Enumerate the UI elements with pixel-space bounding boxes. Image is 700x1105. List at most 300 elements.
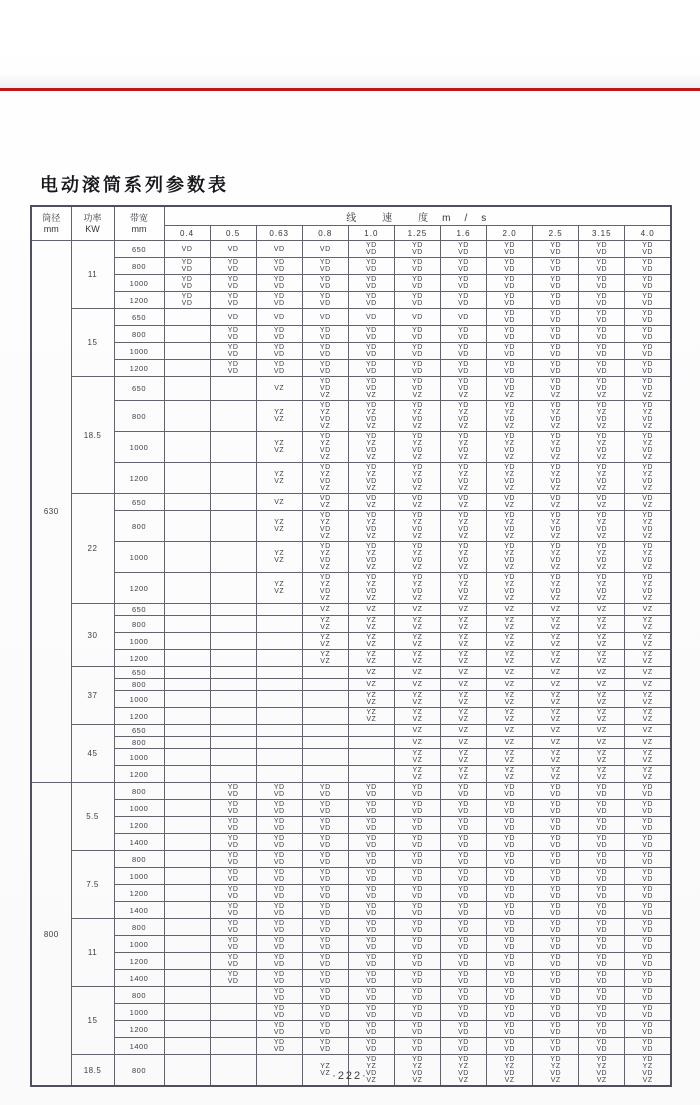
table-row — [31, 494, 671, 511]
bandwidth-cell: 1200 — [114, 650, 164, 667]
speed-cell: YZ VZ — [579, 691, 625, 708]
speed-cell: YD VD — [625, 902, 671, 919]
speed-cell — [164, 573, 210, 604]
speed-cell: YD VD — [440, 936, 486, 953]
speed-cell: YZ VZ — [533, 749, 579, 766]
speed-cell: YD VD — [348, 1021, 394, 1038]
speed-cell: VD VZ — [625, 494, 671, 511]
speed-cell: YD YZ VD VZ — [348, 1055, 394, 1087]
speed-cell: YD VD — [533, 953, 579, 970]
speed-cell: YZ VZ — [625, 749, 671, 766]
speed-cell — [210, 401, 256, 432]
power-cell: 37 — [71, 667, 114, 725]
speed-cell: YZ VZ — [394, 708, 440, 725]
speed-cell: YD VD — [210, 343, 256, 360]
speed-cell: YD VD — [487, 1021, 533, 1038]
speed-cell: YD YZ VD VZ — [302, 463, 348, 494]
speed-cell: YD VD — [256, 919, 302, 936]
power-cell: 15 — [71, 987, 114, 1055]
speed-cell — [164, 737, 210, 749]
speed-cell: YD VD — [579, 902, 625, 919]
speed-cell — [210, 667, 256, 679]
speed-cell: YD YZ VD VZ — [302, 432, 348, 463]
speed-cell: YD VD — [579, 1038, 625, 1055]
speed-cell: YZ VZ — [625, 691, 671, 708]
speed-cell: YD VD — [302, 326, 348, 343]
speed-cell: YD VD — [302, 292, 348, 309]
speed-cell: YD VD — [625, 275, 671, 292]
speed-cell — [210, 463, 256, 494]
speed-cell: YD VD — [487, 970, 533, 987]
speed-cell: YD VD — [394, 1021, 440, 1038]
speed-cell: YD YZ VD VZ — [348, 463, 394, 494]
speed-cell: VD VZ — [394, 494, 440, 511]
speed-cell: YD VD — [302, 902, 348, 919]
speed-cell: YD VD — [579, 851, 625, 868]
speed-cell: YZ VZ — [302, 633, 348, 650]
speed-cell: YD VD — [302, 919, 348, 936]
speed-cell: YD VD — [256, 851, 302, 868]
speed-cell: YD VD — [440, 360, 486, 377]
speed-cell: YZ VZ — [579, 633, 625, 650]
speed-cell — [164, 868, 210, 885]
bandwidth-cell: 650 — [114, 725, 164, 737]
table-row — [31, 401, 671, 432]
speed-cell: YD VD — [302, 360, 348, 377]
speed-cell: VD VZ — [302, 494, 348, 511]
speed-cell: YZ VZ — [440, 633, 486, 650]
speed-cell — [210, 432, 256, 463]
speed-cell: YZ VZ — [394, 691, 440, 708]
speed-cell: YZ VZ — [487, 650, 533, 667]
speed-cell: YD VD — [210, 868, 256, 885]
speed-cell: YD YZ VD VZ — [487, 573, 533, 604]
speed-cell — [256, 737, 302, 749]
speed-cell: YD VD — [210, 326, 256, 343]
speed-cell: YD VD — [256, 868, 302, 885]
table-row — [31, 667, 671, 679]
table-row — [31, 573, 671, 604]
speed-cell: YD YZ VD VZ — [487, 401, 533, 432]
speed-cell: YD YZ VD VZ — [394, 432, 440, 463]
speed-cell: YZ VZ — [302, 1055, 348, 1087]
bandwidth-cell: 800 — [114, 919, 164, 936]
speed-cell: YD VD — [533, 800, 579, 817]
speed-cell — [348, 749, 394, 766]
speed-cell — [164, 542, 210, 573]
speed-cell: VZ — [440, 667, 486, 679]
speed-cell: YD VD — [440, 919, 486, 936]
speed-cell: YD VD — [302, 343, 348, 360]
header-bandwidth-label: 带宽 — [129, 212, 148, 223]
speed-cell: YD VD — [348, 970, 394, 987]
speed-cell — [302, 691, 348, 708]
speed-cell: VD VZ — [348, 494, 394, 511]
power-cell: 22 — [71, 494, 114, 604]
bandwidth-cell: 650 — [114, 667, 164, 679]
bandwidth-cell: 650 — [114, 604, 164, 616]
bandwidth-cell: 1000 — [114, 868, 164, 885]
table-row — [31, 432, 671, 463]
speed-cell: YZ VZ — [579, 766, 625, 783]
power-cell: 11 — [71, 241, 114, 309]
speed-cell — [164, 800, 210, 817]
speed-cell — [256, 604, 302, 616]
table-row — [31, 766, 671, 783]
speed-cell: YD VD — [394, 1004, 440, 1021]
speed-cell: YD VD — [533, 970, 579, 987]
speed-cell — [164, 432, 210, 463]
table-row — [31, 511, 671, 542]
power-cell: 15 — [71, 309, 114, 377]
speed-cell: YD VD — [210, 275, 256, 292]
speed-cell: YD YZ VD VZ — [533, 463, 579, 494]
speed-cell: YD VD — [302, 868, 348, 885]
speed-cell: YD VD — [487, 885, 533, 902]
table-row — [31, 936, 671, 953]
speed-cell: VD — [348, 309, 394, 326]
parameter-table — [30, 205, 672, 1087]
speed-cell — [210, 691, 256, 708]
speed-cell: YD VD — [625, 800, 671, 817]
speed-cell: YZ VZ — [394, 749, 440, 766]
speed-cell: YD VD — [625, 817, 671, 834]
speed-cell: YD VD — [394, 919, 440, 936]
speed-cell: YD VD — [394, 851, 440, 868]
speed-cell: YD VD — [487, 868, 533, 885]
table-row — [31, 309, 671, 326]
speed-cell: VZ — [440, 679, 486, 691]
speed-cell: YD YZ VD VZ — [302, 542, 348, 573]
speed-cell — [256, 725, 302, 737]
speed-cell: YD VD — [348, 834, 394, 851]
table-row — [31, 1004, 671, 1021]
bandwidth-cell: 1000 — [114, 800, 164, 817]
speed-cell: YD VD — [440, 326, 486, 343]
bandwidth-cell: 1200 — [114, 292, 164, 309]
speed-cell: YD VD — [210, 902, 256, 919]
speed-cell — [164, 401, 210, 432]
speed-cell — [210, 377, 256, 401]
bandwidth-cell: 800 — [114, 401, 164, 432]
speed-cell: YD VD — [256, 1021, 302, 1038]
speed-cell — [164, 936, 210, 953]
speed-cell — [348, 725, 394, 737]
table-row — [31, 343, 671, 360]
speed-cell: YD VD — [533, 919, 579, 936]
speed-cell — [210, 766, 256, 783]
speed-cell: YD VD — [533, 326, 579, 343]
speed-cell: YD VD — [348, 919, 394, 936]
bandwidth-cell: 650 — [114, 494, 164, 511]
speed-cell: YD VD — [302, 1004, 348, 1021]
speed-cell: YD VD — [394, 783, 440, 800]
speed-cell — [164, 343, 210, 360]
speed-cell: YD VD — [256, 292, 302, 309]
speed-cell: YD VD — [164, 292, 210, 309]
speed-cell — [302, 725, 348, 737]
speed-cell: YD VD — [533, 783, 579, 800]
speed-cell: YD YZ VD VZ — [394, 542, 440, 573]
speed-cell: YZ VZ — [579, 749, 625, 766]
speed-cell: YD VD — [579, 275, 625, 292]
speed-cell: YD YZ VD VZ — [625, 542, 671, 573]
speed-cell: YD VD — [440, 885, 486, 902]
bandwidth-cell: 1000 — [114, 749, 164, 766]
speed-cell — [210, 494, 256, 511]
bandwidth-cell: 1000 — [114, 1004, 164, 1021]
speed-header-3.15: 3.15 — [579, 226, 625, 241]
speed-cell: YD VD — [533, 275, 579, 292]
speed-cell: YD VD — [579, 258, 625, 275]
speed-cell: YD VD — [579, 292, 625, 309]
speed-cell: YD VD — [256, 326, 302, 343]
speed-cell: YD VD — [440, 343, 486, 360]
speed-cell: YD VD VZ — [440, 377, 486, 401]
speed-cell: YZ VZ — [440, 766, 486, 783]
speed-cell: YD VD — [533, 292, 579, 309]
speed-cell — [256, 691, 302, 708]
table-row — [31, 737, 671, 749]
table-row — [31, 834, 671, 851]
table-row — [31, 241, 671, 258]
speed-cell: YD VD — [625, 360, 671, 377]
table-row — [31, 292, 671, 309]
diameter-cell: 630 — [31, 241, 71, 783]
speed-cell: YD VD — [256, 936, 302, 953]
speed-cell: YD VD — [348, 885, 394, 902]
speed-cell: YD VD — [579, 1004, 625, 1021]
speed-cell: YZ VZ — [348, 691, 394, 708]
speed-cell — [256, 650, 302, 667]
power-cell: 18.5 — [71, 1055, 114, 1087]
speed-cell: YD VD — [210, 800, 256, 817]
speed-cell: VD — [256, 309, 302, 326]
speed-cell: YD VD — [533, 360, 579, 377]
speed-header-2.0: 2.0 — [487, 226, 533, 241]
speed-cell: YD VD — [487, 343, 533, 360]
speed-cell — [164, 494, 210, 511]
bandwidth-cell: 800 — [114, 616, 164, 633]
bandwidth-cell: 800 — [114, 1055, 164, 1087]
bandwidth-cell: 800 — [114, 987, 164, 1004]
bandwidth-cell: 800 — [114, 851, 164, 868]
speed-cell: VZ — [533, 737, 579, 749]
speed-cell: VD VZ — [487, 494, 533, 511]
speed-cell: YD VD — [348, 936, 394, 953]
speed-cell — [210, 616, 256, 633]
speed-cell: VZ — [440, 737, 486, 749]
speed-cell — [302, 667, 348, 679]
speed-cell: YD YZ VD VZ — [533, 511, 579, 542]
speed-cell: YD VD — [579, 343, 625, 360]
speed-cell: YD VD — [256, 800, 302, 817]
speed-cell: YZ VZ — [533, 766, 579, 783]
speed-cell: YD YZ VD VZ — [302, 573, 348, 604]
bandwidth-cell: 1000 — [114, 936, 164, 953]
speed-cell: YD VD — [487, 834, 533, 851]
speed-cell: YD VD — [302, 800, 348, 817]
speed-cell — [348, 737, 394, 749]
speed-cell: YD VD — [533, 1038, 579, 1055]
speed-cell: VZ — [394, 737, 440, 749]
speed-cell: YD YZ VD VZ — [579, 511, 625, 542]
speed-cell — [210, 987, 256, 1004]
speed-cell: YD VD — [210, 292, 256, 309]
speed-cell — [302, 737, 348, 749]
speed-cell — [210, 604, 256, 616]
speed-cell: YD VD — [348, 241, 394, 258]
speed-cell — [164, 1038, 210, 1055]
speed-cell: YD VD — [394, 275, 440, 292]
speed-cell: YD VD — [256, 817, 302, 834]
speed-cell: YD VD — [348, 902, 394, 919]
speed-cell: YD VD — [625, 1021, 671, 1038]
speed-cell: YD VD — [579, 783, 625, 800]
speed-cell — [164, 667, 210, 679]
bandwidth-cell: 1000 — [114, 691, 164, 708]
bandwidth-cell: 1200 — [114, 817, 164, 834]
speed-cell — [164, 766, 210, 783]
speed-cell: VD — [164, 241, 210, 258]
speed-cell: YD VD — [394, 953, 440, 970]
bandwidth-cell: 650 — [114, 377, 164, 401]
bandwidth-cell: 1200 — [114, 766, 164, 783]
speed-cell — [210, 511, 256, 542]
speed-cell: YD VD — [394, 292, 440, 309]
speed-cell: YD VD — [256, 834, 302, 851]
speed-cell: VZ — [302, 604, 348, 616]
speed-cell: VZ — [579, 725, 625, 737]
speed-cell — [256, 708, 302, 725]
speed-cell: YD YZ VD VZ — [487, 1055, 533, 1087]
speed-cell: YD YZ VD VZ — [487, 511, 533, 542]
speed-cell — [210, 737, 256, 749]
bandwidth-cell: 650 — [114, 309, 164, 326]
speed-cell — [256, 679, 302, 691]
bandwidth-cell: 1400 — [114, 970, 164, 987]
table-row — [31, 360, 671, 377]
speed-cell: YD YZ VD VZ — [440, 542, 486, 573]
speed-cell: YD VD — [394, 970, 440, 987]
table-row — [31, 902, 671, 919]
speed-cell: YD VD — [533, 343, 579, 360]
speed-cell: VZ — [533, 667, 579, 679]
speed-cell: YD VD — [210, 783, 256, 800]
speed-cell: YD VD — [487, 360, 533, 377]
bandwidth-cell: 1200 — [114, 885, 164, 902]
speed-cell: VZ — [487, 737, 533, 749]
speed-cell: YD VD — [579, 936, 625, 953]
speed-cell: YD YZ VD VZ — [533, 542, 579, 573]
speed-cell: VZ — [625, 604, 671, 616]
speed-cell — [164, 987, 210, 1004]
speed-cell: VZ — [625, 737, 671, 749]
speed-cell: YD VD — [579, 834, 625, 851]
speed-cell: YD VD — [210, 851, 256, 868]
speed-cell: YD VD — [579, 360, 625, 377]
speed-cell — [210, 1021, 256, 1038]
speed-cell: YZ VZ — [487, 633, 533, 650]
speed-cell: YD VD — [394, 800, 440, 817]
speed-cell: YZ VZ — [487, 708, 533, 725]
speed-cell: YD VD — [440, 241, 486, 258]
speed-cell: YD VD — [440, 800, 486, 817]
speed-cell: YD VD — [394, 817, 440, 834]
header-diameter — [31, 206, 71, 241]
speed-cell: VD — [302, 241, 348, 258]
speed-cell: VZ — [348, 667, 394, 679]
bandwidth-cell: 1000 — [114, 542, 164, 573]
speed-cell: YZ VZ — [533, 691, 579, 708]
speed-cell — [256, 766, 302, 783]
table-row — [31, 783, 671, 800]
speed-cell: YD VD — [579, 868, 625, 885]
table-row — [31, 377, 671, 401]
speed-cell: YD VD — [348, 258, 394, 275]
speed-cell: YZ VZ — [348, 633, 394, 650]
speed-cell — [164, 511, 210, 542]
speed-cell: YD VD — [579, 817, 625, 834]
speed-cell: YD VD — [625, 970, 671, 987]
table-row — [31, 817, 671, 834]
speed-cell: YD YZ VD VZ — [533, 432, 579, 463]
speed-cell: YD YZ VD VZ — [625, 432, 671, 463]
speed-cell: YD VD VZ — [533, 377, 579, 401]
speed-cell: YZ VZ — [256, 542, 302, 573]
speed-cell: YD VD — [579, 326, 625, 343]
speed-cell: VZ — [394, 725, 440, 737]
speed-cell — [302, 749, 348, 766]
speed-cell: YD VD — [533, 817, 579, 834]
speed-cell: YD VD VZ — [625, 377, 671, 401]
table-row — [31, 604, 671, 616]
speed-cell: YD VD — [394, 902, 440, 919]
speed-cell: VZ — [533, 679, 579, 691]
speed-cell: YD VD — [440, 970, 486, 987]
bandwidth-cell: 1000 — [114, 432, 164, 463]
speed-cell: YZ VZ — [440, 691, 486, 708]
power-cell: 30 — [71, 604, 114, 667]
table-row — [31, 987, 671, 1004]
speed-cell: YD YZ VD VZ — [579, 573, 625, 604]
speed-cell: YD VD — [625, 1038, 671, 1055]
speed-cell: YD VD — [394, 258, 440, 275]
speed-cell: YD VD — [394, 326, 440, 343]
table-row — [31, 885, 671, 902]
speed-cell: VZ — [579, 737, 625, 749]
speed-cell — [210, 542, 256, 573]
speed-header-1.0: 1.0 — [348, 226, 394, 241]
speed-cell: YD VD — [533, 987, 579, 1004]
speed-cell: YD VD — [579, 1021, 625, 1038]
speed-cell: YZ VZ — [625, 650, 671, 667]
speed-cell: YD VD — [487, 1004, 533, 1021]
speed-cell: YD VD — [487, 851, 533, 868]
table-row — [31, 650, 671, 667]
speed-cell — [164, 725, 210, 737]
speed-cell: VZ — [487, 725, 533, 737]
speed-cell — [256, 749, 302, 766]
speed-cell: YZ VZ — [487, 691, 533, 708]
speed-cell: YZ VZ — [533, 616, 579, 633]
speed-cell: YD VD — [533, 1021, 579, 1038]
speed-cell: YZ VZ — [348, 650, 394, 667]
speed-cell: YD YZ VD VZ — [579, 432, 625, 463]
speed-cell: YZ VZ — [256, 463, 302, 494]
speed-cell: YD VD — [164, 275, 210, 292]
speed-cell: VZ — [256, 494, 302, 511]
